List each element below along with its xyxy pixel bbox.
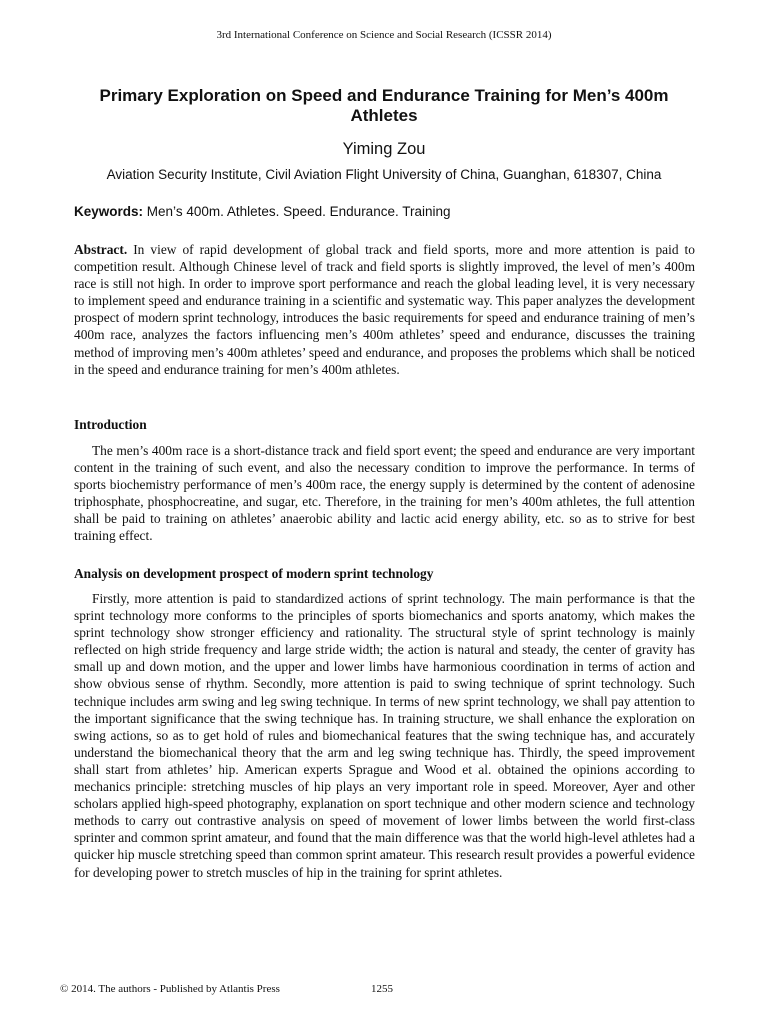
keywords-line — [74, 204, 694, 219]
paper-title: Primary Exploration on Speed and Endurance Training for Men’s 400m Athletes — [99, 86, 669, 125]
footer-copyright: © 2014. The authors - Published by Atlantis Press — [60, 983, 280, 995]
keywords-label: Keywords: — [74, 204, 144, 219]
introduction-paragraph: The men’s 400m race is a short-distance track and field sport event; the speed and endurance are very important content in the training of such event, and also the necessary condition to improve the performance. In terms of sports biochemistry performance of men’s 400m race, the energy supply is determined by the content of adenosine triphosphate, phosphocreatine, and sugar, etc. Therefore, in the training for men’s 400m athletes, the full attention shall be paid to training on athletes’ anaerobic ability and lactic acid energy ability, etc. so as to strive for best training effect. — [74, 443, 695, 544]
section-heading-introduction: Introduction — [74, 417, 147, 432]
author-name: Yiming Zou — [342, 140, 426, 158]
page-number: 1255 — [371, 983, 393, 995]
abstract-label: Abstract. — [74, 242, 128, 257]
abstract-text: In view of rapid development of global track and field sports, more and more attention is paid to competition result. Although Chinese level of track and field sports is slightly improved, the level of men’s 400m race is still not high. In order to improve sport performance and reach the global leading level, it is very necessary to implement speed and endurance training in a scientific and systematic way. This paper analyzes the development prospect of modern sprint technology, introduces the basic requirements for speed and endurance training of men’s 400m race, analyzes the factors influencing men’s 400m athletes’ speed and endurance, discusses the training method of improving men’s 400m athletes’ speed and endurance, and proposes the problems which shall be noticed in the speed and endurance training for men’s 400m athletes. — [74, 242, 695, 377]
abstract-paragraph — [74, 241, 695, 378]
keywords-list: Men’s 400m. Athletes. Speed. Endurance. Training — [146, 204, 451, 219]
section-heading-analysis: Analysis on development prospect of modern sprint technology — [74, 566, 434, 581]
author-affiliation: Aviation Security Institute, Civil Aviation Flight University of China, Guanghan, 618307, China — [106, 167, 662, 182]
analysis-paragraph: Firstly, more attention is paid to standardized actions of sprint technology. The main performance is that the sprint technology more conforms to the principles of sports biomechanics and sports anatomy, which makes the sprint technology show stronger efficiency and rationality. The structural style of sprint technology is mainly reflected on high stride frequency and large stride width; the action is natural and steady, the center of gravity has small up and down motion, and the upper and lower limbs have harmonious coordination in terms of action and show obvious sense of rhythm. Secondly, more attention is paid to swing technique of sprint technology. Such technique includes arm swing and leg swing technique. In terms of new sprint technology, we shall pay attention to the important significance that the swing technique has. In training structure, we shall enhance the exploration on swing actions, so as to get hold of rules and biomechanical features that the swing technique has, and accurately understand the biomechanical theory that the arm and leg swing technique has. Thirdly, the speed improvement shall start from athletes’ hip. American experts Sprague and Wood et al. obtained the opinions according to mechanics principle: stretching muscles of hip plays an very important role in speed. Moreover, Ayer and other scholars applied high-speed photography, explanation on sport technique and other modern science and technology methods to carry out contrastive analysis on speed of movement of lower limbs between the world first-class sprinter and common sprint amateur, and found that the main difference was that the world high-level athletes had a quicker hip muscle stretching speed than common sprint amateur. This research result provides a powerful evidence for developing power to stretch muscles of hip in the training for sprint athletes. — [74, 591, 695, 880]
conference-header: 3rd International Conference on Science and Social Research (ICSSR 2014) — [216, 29, 552, 41]
